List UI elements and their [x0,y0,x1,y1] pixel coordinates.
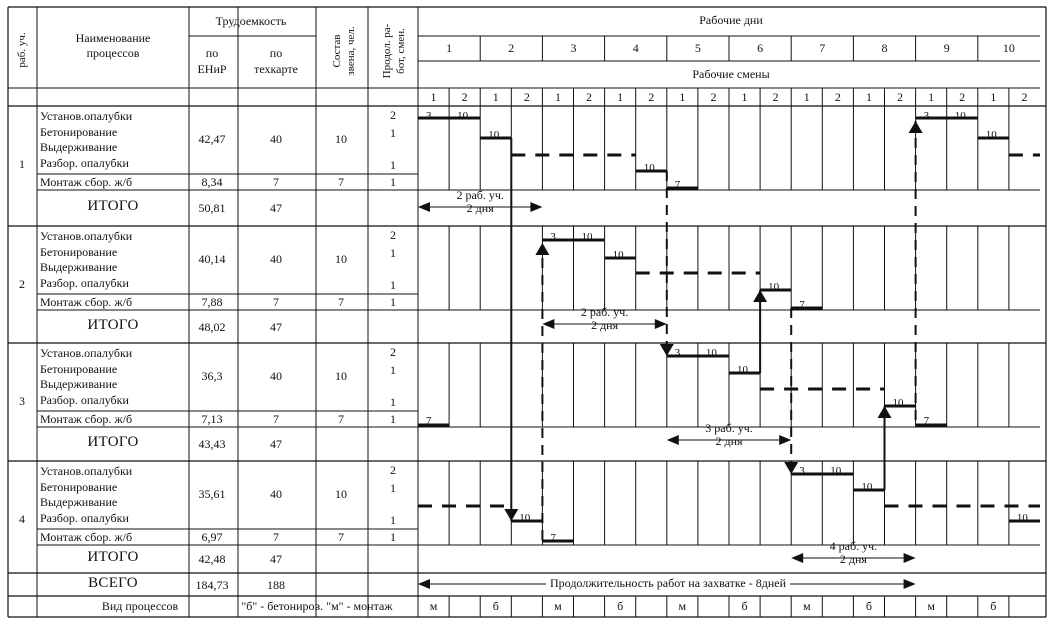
mount-crew: 7 [338,295,344,309]
process-name: Выдерживание [40,260,118,274]
shift-number: 2 [834,90,841,104]
process-mark: м [802,599,811,613]
grand-total-enir: 184,73 [195,578,229,592]
shift-number: 1 [928,90,935,104]
duration-note: Продолжительность работ на захватке - 8дней [546,577,790,590]
arrow-head [667,435,679,445]
shift-number: 1 [741,90,748,104]
mount-duration: 1 [390,412,396,426]
process-mark: м [678,599,687,613]
grand-total-map: 188 [267,578,285,592]
process-name: Бетонирование [40,361,118,376]
crew-size: 10 [335,487,347,501]
mount-enir: 8,34 [201,175,223,189]
mount-map: 7 [273,175,279,189]
section-number: 4 [19,512,25,526]
arrow-head [779,435,791,445]
span-label-bottom: 2 дня [466,201,494,215]
bar-label: 10 [830,465,842,477]
bar-label: 10 [705,347,717,359]
span-label-top: 2 раб. уч. [580,305,629,319]
arrow-head [660,344,674,356]
labor-map: 40 [270,487,282,501]
process-name: Установ.опалубки [40,464,133,478]
total-enir: 48,02 [198,319,226,334]
bar-label: 3 [550,231,556,243]
process-mark: м [554,599,562,613]
process-name: Установ.опалубки [40,109,133,123]
bar-label: 10 [612,249,624,261]
legend-row-label: Вид процессов [101,599,179,613]
mount-crew: 7 [338,530,344,544]
bar-label: 3 [674,347,681,359]
shift-number: 2 [897,90,904,104]
process-name: Установ.опалубки [40,346,133,360]
section-number: 2 [19,277,25,291]
bar-label: 3 [923,110,930,122]
labor-map: 40 [270,369,282,383]
process-name: Бетонирование [40,479,118,494]
arrow-head [418,202,430,212]
shift-number: 2 [959,90,966,104]
day-number: 7 [819,41,826,55]
duration-shifts: 1 [390,278,396,292]
process-mark: м [927,599,935,613]
duration-shifts: 1 [390,126,396,140]
mount-enir: 7,13 [201,412,223,426]
bar-label: 3 [426,110,432,122]
process-name: Бетонирование [40,244,118,259]
day-number: 9 [943,41,950,55]
duration-shifts: 1 [390,158,396,172]
arrow-head [784,462,798,474]
total-label: ИТОГО [87,549,139,565]
arrow-head [904,553,916,563]
bar-label: 10 [892,397,904,409]
bar-label: 10 [1016,512,1028,524]
labor-enir: 35,61 [198,487,226,501]
column-header-crew-2: звена, чел. [345,26,357,76]
process-name: Разбор. опалубки [40,275,129,290]
span-label-top: 3 раб. уч. [705,421,753,435]
mount-crew: 7 [338,175,344,189]
mount-duration: 1 [390,175,396,189]
column-header-workdays: Рабочие дни [699,13,763,27]
shift-number: 2 [461,90,468,104]
duration-shifts: 2 [390,463,396,477]
labor-map: 40 [270,252,282,266]
column-header-map-2: техкарте [254,62,298,76]
arrow-head [791,553,803,563]
column-header-shifts-1: Продол. ра- [381,23,393,79]
bar-label: 10 [861,481,873,493]
day-number: 1 [446,41,453,55]
legend-row-note: "б" - бетониров. "м" - монтаж [241,599,393,613]
process-name: Разбор. опалубки [40,510,129,525]
arrow-head [504,509,518,521]
process-name: Выдерживание [40,495,118,509]
bar-label: 10 [457,110,469,122]
section-number: 3 [19,394,25,408]
total-label: ИТОГО [87,434,139,450]
process-name: Выдерживание [40,140,118,154]
process-mark: б [617,599,624,613]
mount-name: Монтаж сбор. ж/б [40,295,133,309]
bar-label: 7 [426,415,432,427]
bar-label: 7 [799,299,805,311]
process-mark: б [990,599,997,613]
shift-number: 1 [865,90,872,104]
bar-label: 10 [954,110,966,122]
bar-label: 10 [643,162,655,174]
shift-number: 1 [617,90,624,104]
duration-shifts: 1 [390,513,396,527]
crew-size: 10 [335,132,347,146]
total-map: 47 [270,552,282,566]
shift-number: 2 [648,90,655,104]
arrow-head [655,319,667,329]
arrow-head [909,121,923,133]
duration-shifts: 1 [390,395,396,409]
span-label-bottom: 2 дня [839,552,867,566]
arrow-head [418,579,430,589]
shift-number: 1 [803,90,810,104]
total-label: ИТОГО [87,198,139,214]
process-name: Разбор. опалубки [40,392,129,407]
process-name: Выдерживание [40,377,118,391]
total-enir: 43,43 [198,437,226,451]
shift-number: 1 [430,90,437,104]
bar-label: 7 [674,179,681,191]
column-header-shifts-2: бот, смен. [395,28,407,74]
process-name: Установ.опалубки [40,229,133,243]
bar-label: 7 [550,532,556,544]
column-header-crew-1: Состав [331,34,343,68]
column-header-name-1: Наименование [75,31,151,45]
total-map: 47 [270,319,282,334]
section-number: 1 [19,157,25,171]
duration-shifts: 2 [390,228,396,242]
span-label-top: 2 раб. уч. [456,188,504,202]
bar-label: 10 [985,129,997,141]
day-number: 8 [881,41,888,55]
column-header-workshifts: Рабочие смены [692,67,770,81]
span-label-bottom: 2 дня [591,318,619,332]
total-map: 47 [270,201,282,215]
mount-name: Монтаж сбор. ж/б [40,175,133,189]
column-header-section: раб. уч. [16,32,28,68]
bar-label: 10 [737,364,748,376]
shift-number: 2 [523,90,530,104]
mount-map: 7 [273,295,279,309]
bar-label: 7 [923,415,930,427]
shift-number: 1 [679,90,686,104]
duration-shifts: 2 [390,345,396,359]
duration-shifts: 2 [390,108,396,122]
mount-duration: 1 [390,295,396,309]
arrow-head [904,579,916,589]
process-name: Бетонирование [40,124,118,139]
mount-name: Монтаж сбор. ж/б [40,530,133,544]
shift-number: 1 [492,90,499,104]
arrow-head [542,319,554,329]
shift-number: 2 [772,90,779,104]
mount-enir: 7,88 [201,295,223,309]
crew-size: 10 [335,252,347,266]
labor-enir: 42,47 [198,132,226,146]
column-header-map-1: по [269,46,283,60]
column-header-enir-1: по [205,46,219,60]
duration-shifts: 1 [390,246,396,260]
mount-name: Монтаж сбор. ж/б [40,412,133,426]
day-number: 10 [1002,41,1015,55]
bar-label: 10 [519,512,531,524]
column-header-enir-2: ЕНиР [197,62,227,76]
column-header-labor: Трудоемкость [215,14,287,28]
process-mark: б [741,599,748,613]
arrow-head [753,290,767,302]
process-mark: б [865,599,872,613]
process-name: Разбор. опалубки [40,155,129,170]
day-number: 4 [632,41,639,55]
process-mark: б [492,599,499,613]
arrow-head [530,202,542,212]
total-enir: 42,48 [198,552,226,566]
bar-label: 10 [488,129,500,141]
mount-map: 7 [273,412,279,426]
shift-number: 2 [710,90,717,104]
shift-number: 1 [990,90,997,104]
total-label: ИТОГО [87,316,139,333]
mount-duration: 1 [390,530,396,544]
process-mark: м [429,599,438,613]
span-label-top: 4 раб. уч. [829,539,878,553]
day-number: 3 [570,41,577,55]
total-enir: 50,81 [198,201,226,215]
arrow-head [878,406,892,418]
labor-map: 40 [270,132,282,146]
bar-label: 3 [799,465,805,477]
mount-crew: 7 [338,412,344,426]
grand-total-label: ВСЕГО [88,575,138,591]
day-number: 6 [757,41,764,55]
shift-number: 1 [554,90,561,104]
day-number: 5 [694,41,701,55]
crew-size: 10 [335,369,347,383]
shift-number: 2 [1021,90,1028,104]
mount-map: 7 [273,530,279,544]
day-number: 2 [508,41,515,55]
bar-label: 10 [581,231,593,243]
bar-label: 10 [768,281,780,293]
labor-enir: 36,3 [201,369,223,383]
span-label-bottom: 2 дня [715,434,743,448]
duration-shifts: 1 [390,363,396,377]
labor-enir: 40,14 [198,252,226,266]
arrow-head [535,243,549,255]
column-header-name-2: процессов [86,46,140,60]
duration-shifts: 1 [390,481,396,495]
shift-number: 2 [586,90,593,104]
total-map: 47 [270,437,282,451]
mount-enir: 6,97 [201,530,223,544]
